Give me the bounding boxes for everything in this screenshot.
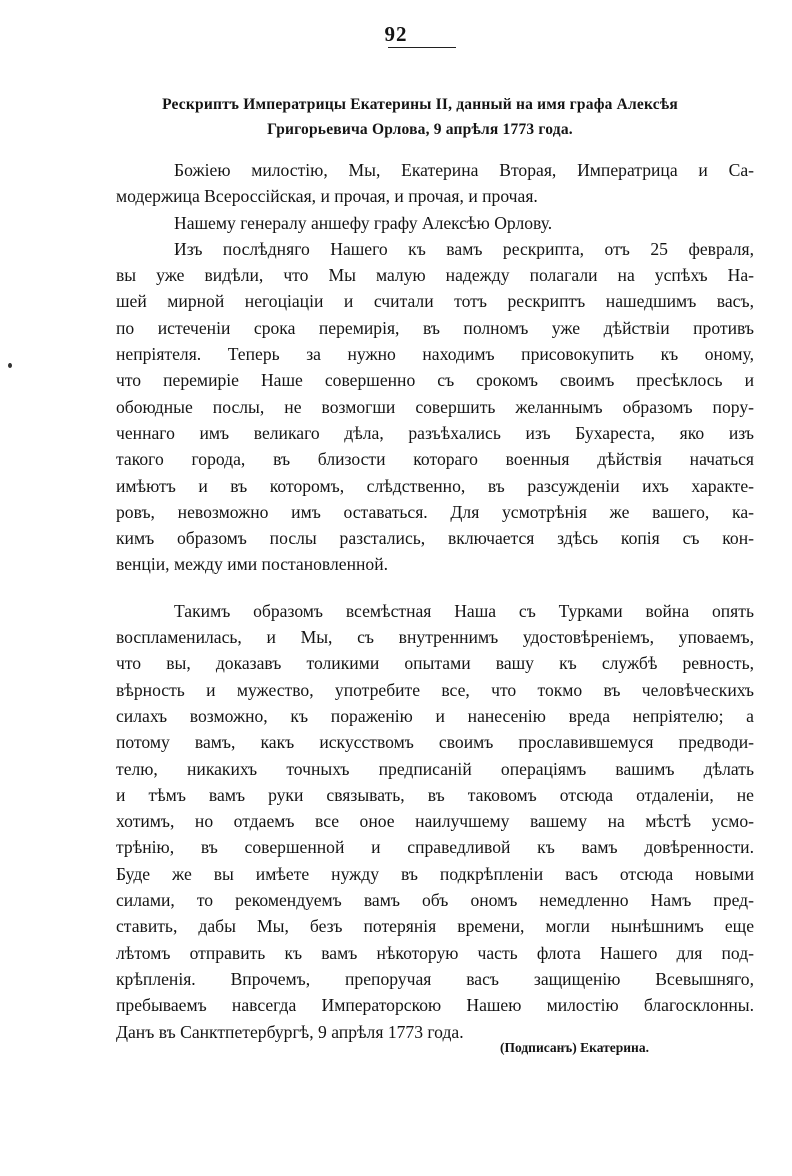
text-line: ставить, дабы Мы, безъ потерянія времени, могли нынѣшнимъ еще xyxy=(116,916,754,937)
text-line: пребываемъ навсегда Императорскою Нашею милостію благосклонны. xyxy=(116,995,754,1016)
title-line-1: Рескриптъ Императрицы Екатерины II, данный на имя графа Алексѣя xyxy=(162,96,678,113)
text-line: и тѣмъ вамъ руки связывать, въ таковомъ отсюда отдаленіи, не xyxy=(116,784,754,805)
paragraph-addressee xyxy=(116,210,754,236)
text-line: ченнаго имъ великаго дѣла, разъѣхались изъ Бухареста, яко изъ xyxy=(116,422,754,443)
text-line: лѣтомъ отправить къ вамъ нѣкоторую часть флота Нашего для под- xyxy=(116,942,754,963)
text-line: силахъ возможно, къ пораженію и нанесенію вреда непріятелю; а xyxy=(116,705,754,726)
paragraph-body-1 xyxy=(116,236,754,578)
text-line: вы уже видѣли, что Мы малую надежду полагали на успѣхъ На- xyxy=(116,265,754,286)
text-line: что перемиріе Наше совершенно съ срокомъ своимъ пресѣклось и xyxy=(116,370,754,391)
text-line: Нашему генералу аншефу графу Алексѣю Орлову. xyxy=(174,212,553,233)
text-line: ровъ, невозможно имъ оставаться. Для усмотрѣнія же вашего, ка- xyxy=(116,501,754,522)
text-line: шей мирной негоціаціи и считали тотъ рескриптъ нашедшимъ васъ, xyxy=(116,291,754,312)
text-line: обоюдные послы, не возмогши совершить желаннымъ образомъ пору- xyxy=(116,396,754,417)
text-line: Изъ послѣдняго Нашего къ вамъ рескрипта, отъ 25 февраля, xyxy=(174,238,754,259)
text-line: трѣнію, въ совершенной и справедливой къ вамъ довѣренности. xyxy=(116,837,754,858)
page-number-underline xyxy=(388,47,456,48)
paragraph-body-2 xyxy=(116,598,754,1045)
signature: (Подписанъ) Екатерина. xyxy=(500,1040,649,1055)
text-line: вѣрность и мужество, употребите все, что токмо въ человѣческихъ xyxy=(116,679,754,700)
text-line: Божіею милостію, Мы, Екатерина Вторая, Императрица и Са- xyxy=(174,160,754,180)
text-line: Буде же вы имѣете нужду въ подкрѣпленіи васъ отсюда новыми xyxy=(116,863,754,884)
ink-speck xyxy=(8,363,12,368)
text-line: потому вамъ, какъ искусствомъ своимъ прославившемуся предводи- xyxy=(116,732,754,753)
text-line: воспламенилась, и Мы, съ внутреннимъ удостовѣреніемъ, уповаемъ, xyxy=(116,627,754,648)
text-line: такого города, въ близости котораго военныя дѣйствія начаться xyxy=(116,449,754,470)
text-line: телю, никакихъ точныхъ предписаній операціямъ вашимъ дѣлать xyxy=(116,758,754,779)
text-line: кимъ образомъ послы разстались, включается здѣсь копія съ кон- xyxy=(116,528,754,549)
text-line: модержица Всероссійская, и прочая, и прочая, и прочая. xyxy=(116,186,538,207)
text-line: венціи, между ими постановленной. xyxy=(116,554,389,575)
paragraph-gap xyxy=(116,578,754,598)
text-line: Такимъ образомъ всемѣстная Наша съ Турками война опять xyxy=(174,600,754,621)
document-body xyxy=(116,157,754,1045)
text-line: что вы, доказавъ толикими опытами вашу къ службѣ ревность, xyxy=(116,653,754,674)
text-line: по истеченіи срока перемирія, въ полномъ уже дѣйствіи противъ xyxy=(116,317,754,338)
text-line: хотимъ, но отдаемъ все оное наилучшему вашему на мѣстѣ усмо- xyxy=(116,811,754,832)
page-number: 92 xyxy=(384,22,408,46)
document-title xyxy=(120,92,720,142)
text-line: имѣютъ и въ которомъ, слѣдственно, въ разсужденіи ихъ характе- xyxy=(116,475,754,496)
text-line: силами, то рекомендуемъ вамъ объ ономъ немедленно Намъ пред- xyxy=(116,890,754,911)
text-line: непріятеля. Теперь за нужно находимъ присовокупить къ оному, xyxy=(116,344,754,365)
title-line-2: Григорьевича Орлова, 9 апрѣля 1773 года. xyxy=(267,121,573,138)
text-line: крѣпленія. Впрочемъ, препоручая васъ защищенію Всевышняго, xyxy=(116,968,754,989)
paragraph-salutation xyxy=(116,157,754,210)
text-line: Данъ въ Санктпетербургѣ, 9 апрѣля 1773 года. xyxy=(116,1021,464,1042)
